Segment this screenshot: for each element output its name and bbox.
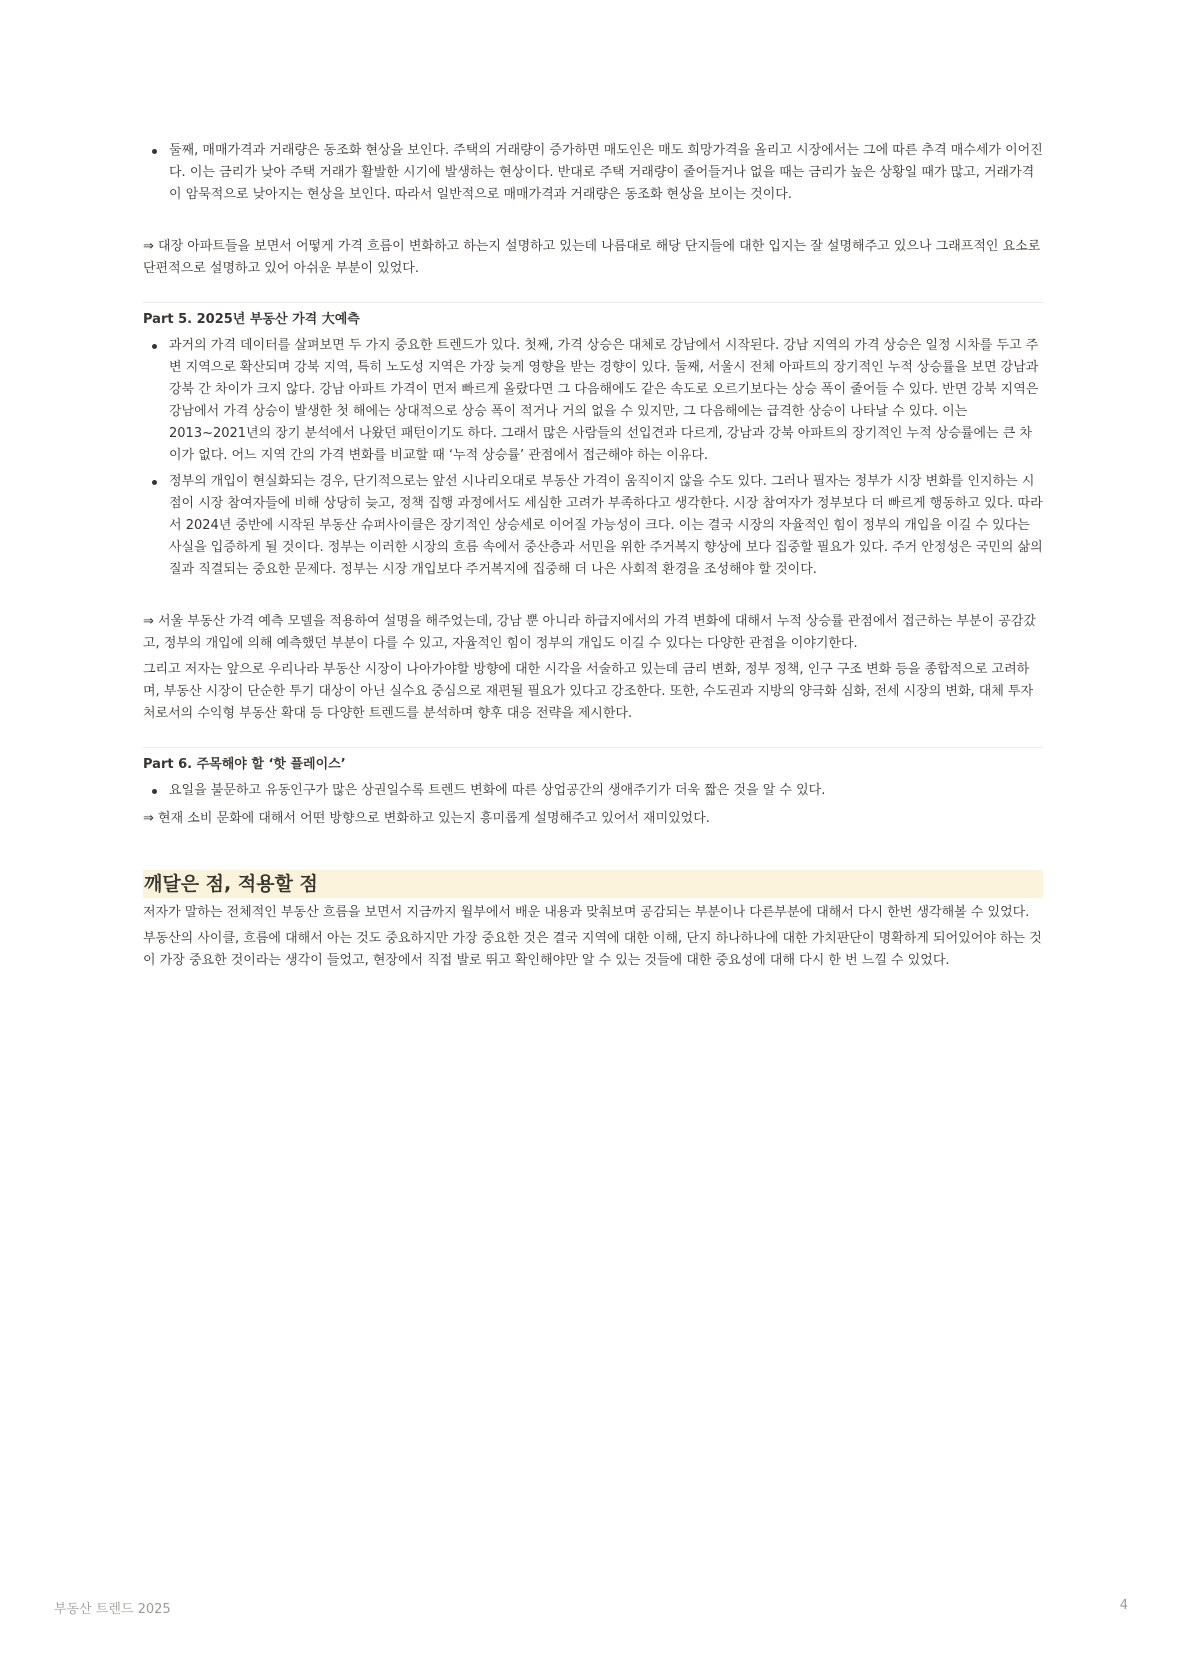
list-item: 정부의 개입이 현실화되는 경우, 단기적으로는 앞선 시나리오대로 부동산 가격이 움직이지 않을 수도 있다. 그러나 필자는 정부가 시장 변화를 인지하는 시점이 시장 참여자들에 비해 상당히 늦고, 정책 집행 과정에서도 세심한 고려가 부족하다고 생각한다. 시장 참여자가 정부보다 더 빠르게 행동하고 있다. 따라서 2024년 중반에 시작된 부동산 슈퍼사이클은 장기적인 상승세로 이어질 가능성이 크다. 이는 결국 시장의 자율적인 힘이 정부의 개입을 이길 수 있다는 사실을 입증하게 될 것이다. 정부는 이러한 시장의 흐름 속에서 중산층과 서민을 위한 주거복지 향상에 보다 집중할 필요가 있다. 주거 안정성은 국민의 삶의 질과 직결되는 중요한 문제다. 정부는 시장 개입보다 주거복지에 집중해 더 나은 사회적 환경을 조성해야 할 것이다. [143, 471, 1043, 581]
footer-document-title: 부동산 트렌드 2025 [54, 1602, 171, 1617]
part4-comment: ⇒ 대장 아파트들을 보면서 어떻게 가격 흐름이 변화하고 하는지 설명하고 있는데 나름대로 해당 단지들에 대한 입지는 잘 설명해주고 있으나 그래프적인 요소로 단편적으로 설명하고 있어 아쉬운 부분이 있었다. [143, 239, 1041, 276]
footer-page-number: 4 [1119, 1598, 1128, 1613]
part5-comment-continued: 그리고 저자는 앞으로 우리나라 부동산 시장이 나아가야할 방향에 대한 시각을 서술하고 있는데 금리 변화, 정부 정책, 인구 구조 변화 등을 종합적으로 고려하며, 부동산 시장이 단순한 투기 대상이 아닌 실수요 중심으로 재편될 필요가 있다고 강조한다. 또한, 수도권과 지방의 양극화 심화, 전세 시장의 변화, 대체 투자처로서의 수익형 부동산 확대 등 다양한 트렌드를 분석하며 향후 대응 전략을 제시한다. [143, 662, 1034, 721]
part5-comment: ⇒ 서울 부동산 가격 예측 모델을 적용하여 설명을 해주었는데, 강남 뿐 아니라 하급지에서의 가격 변화에 대해서 누적 상승률 관점에서 접근하는 부분이 공감갔고, 정부의 개입에 의해 예측했던 부분이 다를 수 있고, 자율적인 힘이 정부의 개입도 이길 수 있다는 다양한 관점을 이야기한다. [143, 614, 1036, 651]
list-item: 과거의 가격 데이터를 살펴보면 두 가지 중요한 트렌드가 있다. 첫째, 가격 상승은 대체로 강남에서 시작된다. 강남 지역의 가격 상승은 일정 시차를 두고 주변 지역으로 확산되며 강북 지역, 특히 노도성 지역은 가장 늦게 영향을 받는 경향이 있다. 둘째, 서울시 전체 아파트의 장기적인 누적 상승률을 보면 강남과 강북 간 차이가 크지 않다. 강남 아파트 가격이 먼저 빠르게 올랐다면 그 다음해에도 같은 속도로 오르기보다는 상승 폭이 줄어들 수 있다. 반면 강북 지역은 강남에서 가격 상승이 발생한 첫 해에는 상대적으로 상승 폭이 적거나 거의 없을 수 있지만, 그 다음해에는 급격한 상승이 나타날 수 있다. 이는 2013~2021년의 장기 분석에서 나왔던 패턴이기도 하다. 그래서 많은 사람들의 선입견과 다르게, 강남과 강북 아파트의 장기적인 누적 상승률에는 큰 차이가 없다. 어느 지역 간의 가격 변화를 비교할 때 ‘누적 상승률’ 관점에서 접근해야 하는 이유다. [143, 335, 1043, 467]
part6-title: Part 6. 주목해야 할 ‘핫 플레이스’ [143, 757, 346, 772]
part5-title: Part 5. 2025년 부동산 가격 大예측 [143, 312, 360, 327]
list-item: 요일을 불문하고 유동인구가 많은 상권일수록 트렌드 변화에 따른 상업공간의 생애주기가 더욱 짧은 것을 알 수 있다. [143, 780, 1043, 802]
list-item: 둘째, 매매가격과 거래량은 동조화 현상을 보인다. 주택의 거래량이 증가하면 매도인은 매도 희망가격을 올리고 시장에서는 그에 따른 추격 매수세가 이어진다. 이는 금리가 낮아 주택 거래가 활발한 시기에 발생하는 현상이다. 반대로 주택 거래량이 줄어들거나 없을 때는 금리가 높은 상황일 때가 많고, 거래가격이 암묵적으로 낮아지는 현상을 보인다. 따라서 일반적으로 매매가격과 거래량은 동조화 현상을 보이는 것이다. [143, 140, 1043, 206]
part6-bullet-list [143, 780, 1043, 802]
insights-paragraph: 부동산의 사이클, 흐름에 대해서 아는 것도 중요하지만 가장 중요한 것은 결국 지역에 대한 이해, 단지 하나하나에 대한 가치판단이 명확하게 되어있어야 하는 것이 가장 중요한 것이라는 생각이 들었고, 현장에서 직접 발로 뛰고 확인해야만 알 수 있는 것들에 대한 중요성에 대해 다시 한 번 느낄 수 있었다. [143, 931, 1042, 968]
part4-bullet-list [143, 140, 1043, 206]
insights-heading: 깨달은 점, 적용할 점 [143, 870, 1043, 898]
part5-bullet-list [143, 335, 1043, 581]
document-body [143, 140, 1043, 972]
part6-comment: ⇒ 현재 소비 문화에 대해서 어떤 방향으로 변화하고 있는지 흥미롭게 설명해주고 있어서 재미있었다. [143, 811, 710, 826]
insights-paragraph: 저자가 말하는 전체적인 부동산 흐름을 보면서 지금까지 월부에서 배운 내용과 맞춰보며 공감되는 부분이나 다른부분에 대해서 다시 한번 생각해볼 수 있었다. [143, 905, 1030, 920]
